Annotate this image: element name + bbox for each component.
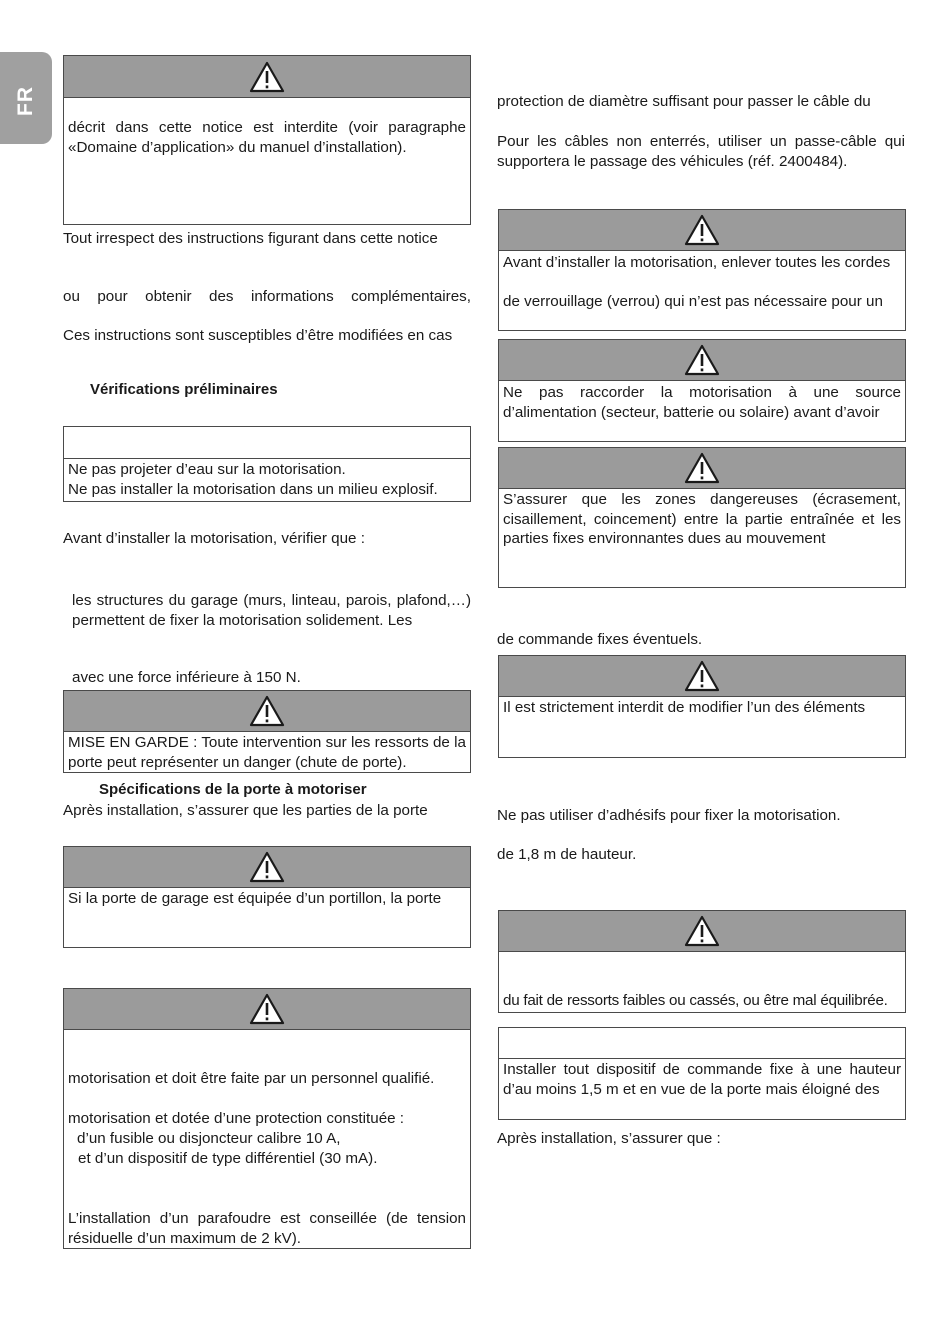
- warning-text: et d’un dispositif de type différentiel (30 mA).: [78, 1150, 378, 1167]
- warning-header: [499, 448, 905, 489]
- warning-text: Ne pas raccorder la motorisation à une source d’alimentation (secteur, batterie ou solaire) avant d’avoir: [503, 384, 901, 421]
- warning-text: du fait de ressorts faibles ou cassés, ou être mal équilibrée.: [503, 992, 888, 1009]
- warning-text: MISE EN GARDE : Toute intervention sur les ressorts de la porte peut représenter un danger (chute de porte).: [68, 734, 466, 771]
- warning-icon: [684, 660, 720, 692]
- warning-icon: [249, 61, 285, 93]
- warning-text: décrit dans cette notice est interdite (voir paragraphe «Domaine d’application» du manuel d’installation).: [68, 119, 466, 156]
- warning-box-4: [63, 846, 471, 948]
- paragraph: Pour les câbles non enterrés, utiliser un passe-câble qui supportera le passage des véhicules (réf. 2400484).: [497, 133, 905, 170]
- language-tab-label: FR: [14, 86, 37, 116]
- warning-header: [499, 210, 905, 251]
- language-tab: [0, 52, 52, 144]
- warning-box-3: [63, 690, 471, 773]
- list-item: les structures du garage (murs, linteau, parois, plafond,…) permettent de fixer la motorisation solidement. Les: [72, 592, 471, 629]
- warning-text: S’assurer que les zones dangereuses (écrasement, cisaillement, coincement) entre la partie entraînée et les parties fixes environnantes dues au mouvement: [503, 491, 901, 547]
- paragraph: Avant d’installer la motorisation, vérifier que :: [63, 530, 365, 547]
- warning-box-r3: [498, 447, 906, 588]
- warning-icon: [684, 915, 720, 947]
- notice-header: [64, 427, 470, 459]
- list-item: avec une force inférieure à 150 N.: [72, 669, 301, 686]
- warning-header: [499, 340, 905, 381]
- paragraph: protection de diamètre suffisant pour passer le câble du: [497, 93, 871, 110]
- paragraph: Ne pas utiliser d’adhésifs pour fixer la motorisation.: [497, 807, 841, 824]
- paragraph: Ces instructions sont susceptibles d’être modifiées en cas: [63, 327, 453, 344]
- warning-text: L’installation d’un parafoudre est conseillée (de tension résiduelle d’un maximum de 2 kV).: [68, 1210, 466, 1247]
- warning-text: Il est strictement interdit de modifier l’un des éléments: [503, 699, 866, 716]
- warning-icon: [249, 993, 285, 1025]
- warning-text: de verrouillage (verrou) qui n’est pas nécessaire pour un: [503, 292, 883, 310]
- warning-icon: [249, 851, 285, 883]
- warning-box-r5: [498, 910, 906, 1013]
- warning-text: motorisation et doit être faite par un personnel qualifié.: [68, 1070, 435, 1087]
- warning-icon: [249, 695, 285, 727]
- notice-text: Installer tout dispositif de commande fixe à une hauteur d’au moins 1,5 m et en vue de la porte mais éloigné des: [503, 1061, 901, 1098]
- warning-box-r2: [498, 339, 906, 442]
- warning-icon: [684, 344, 720, 376]
- section-heading: Vérifications préliminaires: [90, 381, 278, 398]
- warning-icon: [684, 452, 720, 484]
- warning-box-1: [63, 55, 471, 225]
- warning-header: [64, 847, 470, 888]
- warning-box-r4: [498, 655, 906, 758]
- warning-icon: [684, 214, 720, 246]
- notice-line: Ne pas installer la motorisation dans un milieu explosif.: [68, 480, 438, 498]
- warning-text: Si la porte de garage est équipée d’un portillon, la porte: [68, 890, 442, 907]
- notice-box-r6: [498, 1027, 906, 1120]
- warning-header: [64, 56, 470, 98]
- warning-text: motorisation et dotée d’une protection constituée :: [68, 1110, 405, 1127]
- notice-box-2: [63, 426, 471, 502]
- warning-header: [499, 656, 905, 697]
- paragraph: de 1,8 m de hauteur.: [497, 846, 637, 863]
- notice-line: Ne pas projeter d’eau sur la motorisation.: [68, 461, 346, 478]
- warning-text: d’un fusible ou disjoncteur calibre 10 A,: [77, 1130, 341, 1147]
- paragraph: ou pour obtenir des informations complémentaires,: [63, 288, 471, 305]
- warning-box-r1: [498, 209, 906, 331]
- section-heading: Spécifications de la porte à motoriser: [99, 781, 367, 798]
- warning-header: [64, 691, 470, 732]
- paragraph: Tout irrespect des instructions figurant dans cette notice: [63, 230, 438, 247]
- warning-box-5: [63, 988, 471, 1249]
- paragraph: Après installation, s’assurer que les parties de la porte: [63, 802, 428, 819]
- warning-text: Avant d’installer la motorisation, enlever toutes les cordes: [503, 254, 891, 271]
- warning-header: [64, 989, 470, 1030]
- warning-header: [499, 911, 905, 952]
- paragraph: Après installation, s’assurer que :: [497, 1130, 721, 1147]
- paragraph: de commande fixes éventuels.: [497, 631, 703, 648]
- notice-header: [499, 1028, 905, 1059]
